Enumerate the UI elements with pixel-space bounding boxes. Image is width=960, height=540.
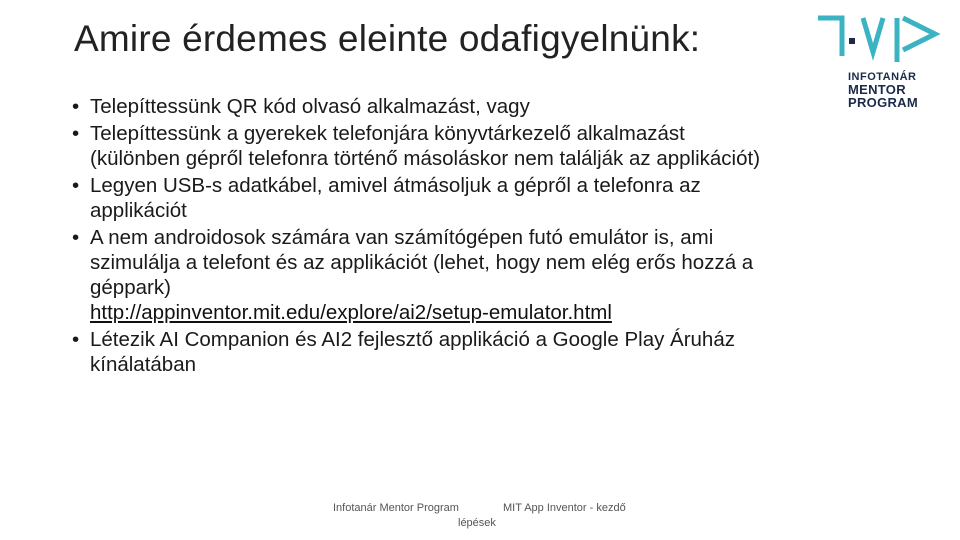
bullet-line: szimulálja a telefont és az applikációt (lehet, hogy nem elég erős hozzá a (90, 251, 754, 274)
bullet-list (72, 94, 892, 379)
bullet-line: A nem androidosok számára van számítógépen futó emulátor is, ami (90, 226, 714, 249)
bullet-item (72, 94, 892, 119)
bullet-text (90, 225, 892, 325)
bullet-marker: • (72, 174, 80, 197)
bullet-item (72, 327, 892, 377)
bullet-text (90, 173, 892, 223)
bullet-line: Legyen USB-s adatkábel, amivel átmásoljuk a gépről a telefonra az (90, 174, 701, 197)
bullet-line: Létezik AI Companion és AI2 fejlesztő applikáció a Google Play Áruház (90, 328, 735, 351)
bullet-text (90, 327, 892, 377)
bullet-marker: • (72, 328, 80, 351)
bullet-item (72, 225, 892, 325)
bullet-line: (különben gépről telefonra történő másoláskor nem találják az applikációt) (90, 147, 761, 170)
bullet-item (72, 121, 892, 171)
bullet-text (90, 94, 892, 119)
bullet-line: Telepíttessünk a gyerekek telefonjára könyvtárkezelő alkalmazást (90, 122, 685, 145)
bullet-marker: • (72, 122, 80, 145)
slide-title: Amire érdemes eleinte odafigyelnünk: (74, 18, 701, 59)
bullet-line: Telepíttessünk QR kód olvasó alkalmazást, vagy (90, 95, 530, 118)
bullet-text (90, 121, 892, 171)
bullet-line: applikációt (90, 199, 187, 222)
bullet-line: kínálatában (90, 353, 197, 376)
logo-line-infotanar: INFOTANÁR (848, 71, 917, 83)
emulator-setup-link[interactable]: http://appinventor.mit.edu/explore/ai2/setup-emulator.html (90, 301, 612, 324)
bullet-item (72, 173, 892, 223)
footer-course-title-cont: lépések (458, 517, 496, 529)
logo-line-mentor: MENTOR (848, 82, 906, 97)
logo-line-program: PROGRAM (848, 95, 918, 110)
footer-course-title: MIT App Inventor - kezdő (503, 502, 626, 514)
bullet-line: géppark) (90, 276, 171, 299)
bullet-marker: • (72, 226, 80, 249)
footer-program-name: Infotanár Mentor Program (333, 502, 459, 514)
bullet-marker: • (72, 95, 80, 118)
